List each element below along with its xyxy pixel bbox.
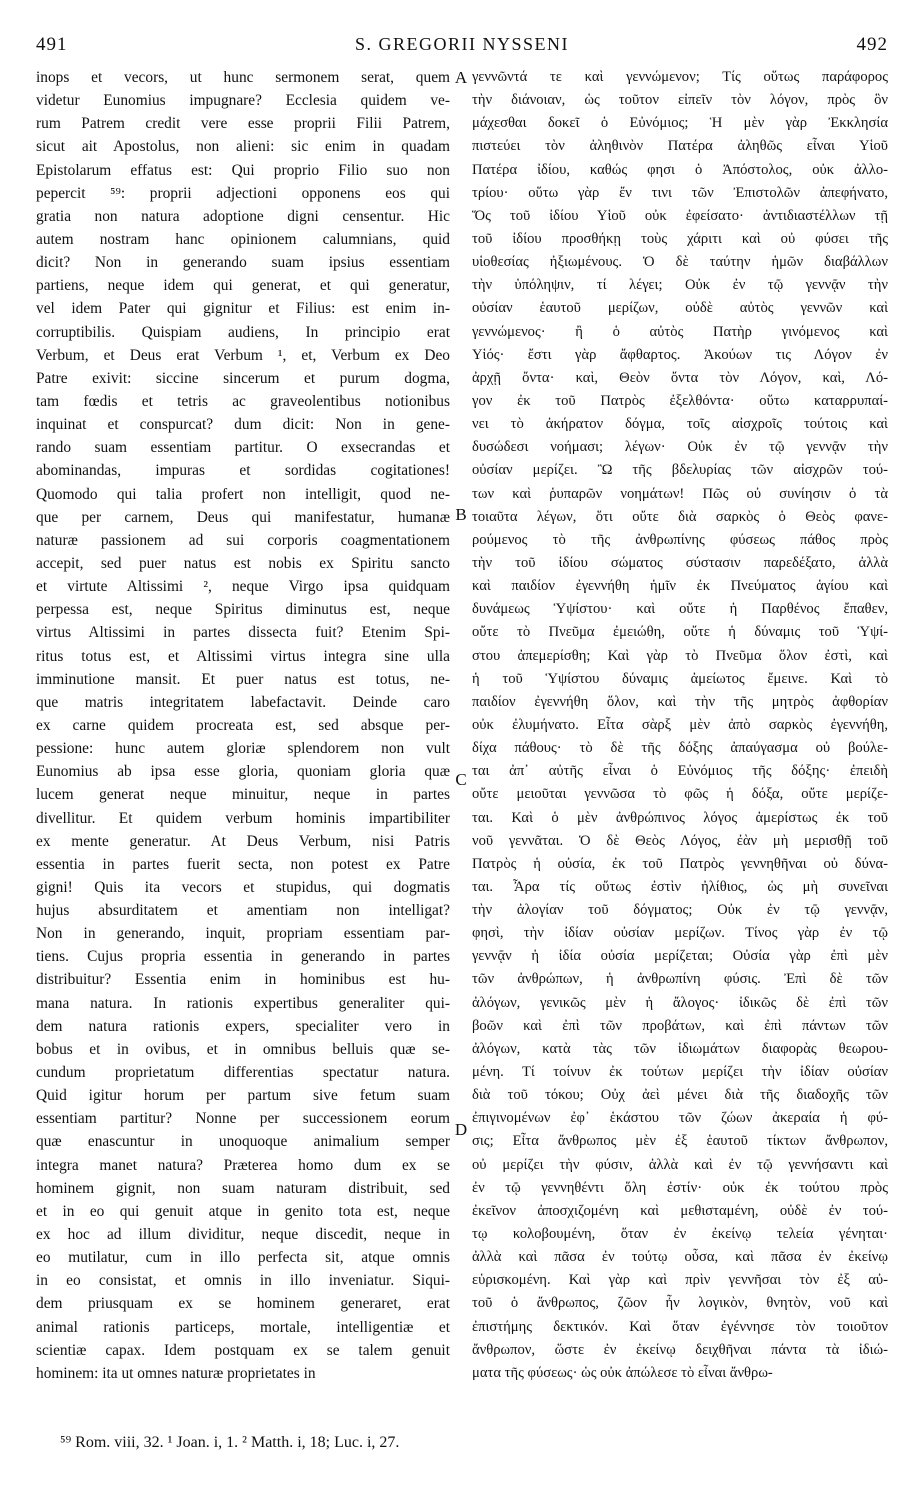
greek-text-line: τὴν ἀλογίαν τοῦ δόγματος; Οὐκ ἐν τῷ γεννᾷν, — [472, 902, 888, 919]
greek-text-line: οὔτε τὸ Πνεῦμα ἐμειώθη, οὔτε ἡ δύναμις τοῦ Ὑψί- — [472, 624, 888, 641]
greek-text-line: ἐπιστήμης δεκτικόν. Καὶ ὅταν ἐγέννησε τὸν τοιοῦτον — [472, 1318, 888, 1335]
greek-text-line: τὴν τοῦ ἰδίου σώματος σύστασιν παρεδέξατο, ἀλλὰ — [472, 554, 888, 571]
greek-text-line: βοῶν καὶ ἐπὶ τῶν προβάτων, καὶ ἐπὶ πάντων τῶν — [472, 1017, 888, 1034]
latin-text-line: perpessa est, neque Spiritus diminutus est, neque — [36, 601, 450, 619]
greek-text-line: των καὶ ῥυπαρῶν νοημάτων! Πῶς οὐ συνίησιν ὁ τὰ — [472, 485, 888, 502]
latin-text-line: ex carne quidem procreata est, sed absque per- — [36, 716, 450, 734]
latin-text-line: inops et vecors, ut hunc sermonem serat, quem — [36, 69, 450, 86]
latin-text-line: mana natura. In rationis expertibus generaliter qui- — [36, 994, 450, 1012]
latin-text-line: ritus totus est, et Altissimi virtus integra sine ulla — [36, 647, 450, 665]
greek-text-line: τοῦ ἰδίου προσθήκῃ τοὺς χάριτι καὶ οὐ φύσει τῆς — [472, 230, 888, 247]
greek-text-line: πιστεύει τὸν ἀληθινὸν Πατέρα ἀληθῶς εἶναι Υἱοῦ — [472, 138, 888, 155]
greek-text-line: Ὅς τοῦ ἰδίου Υἱοῦ οὐκ ἐφείσατο· ἀντιδιαστέλλων τῇ — [472, 207, 888, 224]
greek-text-line: ται. Καὶ ὁ μὲν ἀνθρώπινος λόγος ἀμερίστως ἐκ τοῦ — [472, 809, 888, 826]
latin-text-line: eo mutilatur, cum in illo perfecta sit, atque omnis — [36, 1249, 450, 1267]
greek-text-line: τοῦ ὁ ἄνθρωπος, ζῶον ἦν λογικὸν, θνητὸν, νοῦ καὶ — [472, 1295, 888, 1312]
greek-text-line: παιδίον ἐγεννήθη ὅλον, καὶ τὴν τῆς μητρὸς ἀφθορίαν — [472, 693, 888, 710]
greek-text-line: σις; Εἶτα ἄνθρωπος μὲν ἐξ ἑαυτοῦ τίκτων ἄνθρωπον, — [472, 1133, 888, 1150]
page-number-right: 492 — [856, 34, 888, 55]
latin-text-line: distribuitur? Essentia enim in hominibus est hu- — [36, 971, 450, 989]
latin-text-line: lucem generat neque minuitur, neque in partes — [36, 786, 450, 804]
greek-text-line: καὶ παιδίον ἐγεννήθη ἡμῖν ἐκ Πνεύματος ἁγίου καὶ — [472, 578, 888, 595]
latin-text-line: dem natura rationis expers, specialiter vero in — [36, 1017, 450, 1035]
latin-text-line: naturæ passionem ad sui corporis coagmentationem — [36, 531, 450, 549]
latin-text-line: et virtute Altissimi ², neque Virgo ipsa quidquam — [36, 578, 450, 596]
greek-text-line: οὐκ ἐλυμήνατο. Εἶτα σὰρξ μὲν ἀπὸ σαρκὸς ἐγεννήθη, — [472, 716, 888, 733]
latin-text-line: vel idem Pater qui gignitur et Filius: est enim in- — [36, 300, 450, 318]
latin-text-line: et in eo qui genuit atque in genito tota est, neque — [36, 1202, 450, 1220]
latin-text-line: autem nostram hanc opinionem calumnians, quid — [36, 230, 450, 248]
margin-marker: A — [454, 68, 468, 87]
latin-text-line: Eunomius ab ipsa esse gloria, quoniam gloria quæ — [36, 763, 450, 781]
latin-text-line: videtur Eunomius impugnare? Ecclesia quidem ve- — [36, 92, 450, 110]
greek-text-line: ται. Ἆρα τίς οὕτως ἐστὶν ἠλίθιος, ὡς μὴ συνεῖναι — [472, 878, 888, 895]
latin-text-line: hominem: ita ut omnes naturæ proprietates in — [36, 1364, 316, 1382]
greek-text-line: νει τὸ ἀκήρατον δόγμα, τοῖς αἰσχροῖς τούτοις καὶ — [472, 416, 888, 433]
greek-text-line: τῳ κολοβουμένη, ὅταν ἐν ἐκείνῳ τελεία γένηται· — [472, 1226, 888, 1243]
greek-text-line: δυσώδεσι νοήμασι; λέγων· Οὐκ ἐν τῷ γεννᾷν τὴν — [472, 439, 888, 456]
latin-text-line: rum Patrem credit vere esse proprii Filii Patrem, — [36, 115, 450, 133]
greek-text-line: ἄνθρωπον, ὥστε ἐν ἐκείνῳ δειχθῆναι πάντα τὰ ἰδιώ- — [472, 1341, 888, 1358]
latin-text-line: accepit, sed puer natus est nobis ex Spiritu sancto — [36, 554, 450, 572]
greek-text-line: γεννώμενος· ἢ ὁ αὐτὸς Πατὴρ γινόμενος καὶ — [472, 323, 888, 340]
greek-text-line: Υἱός· ἔστι γὰρ ἄφθαρτος. Ἀκούων τις Λόγον ἐν — [472, 346, 888, 363]
latin-text-line: animal rationis particeps, mortale, intelligentiæ et — [36, 1318, 450, 1336]
greek-text-line: νοῦ γεννᾶται. Ὁ δὲ Θεὸς Λόγος, ἐὰν μὴ μερισθῇ τοῦ — [472, 832, 888, 849]
greek-text-line: στου ἀπεμερίσθη; Καὶ γὰρ τὸ Πνεῦμα ὅλον ἐστὶ, καὶ — [472, 647, 888, 664]
latin-text-line: Verbum, et Deus erat Verbum ¹, et, Verbum ex Deo — [36, 346, 450, 364]
greek-text-line: δίχα πάθους· τὸ δὲ τῆς δόξης ἀπαύγασμα οὐ βούλε- — [472, 740, 888, 757]
latin-text-line: tam fœdis et tetris ac graveolentibus notionibus — [36, 392, 450, 410]
greek-text-line: ται ἀπ᾿ αὐτῆς εἶναι ὁ Εὐνόμιος τῆς δόξης· ἐπειδὴ — [472, 763, 888, 780]
latin-text-line: pessione: hunc autem gloriæ splendorem non vult — [36, 740, 450, 758]
greek-text-line: Πατρὸς ἡ οὐσία, ἐκ τοῦ Πατρὸς γεννηθῆναι οὐ δύνα- — [472, 855, 888, 872]
latin-text-line: Epistolarum effatus est: Qui proprio Filio suo non — [36, 161, 450, 179]
greek-text-line: τῶν ἀνθρώπων, ἡ ἀνθρωπίνη φύσις. Ἐπὶ δὲ τῶν — [472, 971, 888, 988]
latin-text-line: dicit? Non in generando suam ipsius essentiam — [36, 254, 450, 272]
page-number-left: 491 — [36, 34, 68, 55]
greek-text-line: γεννᾷν ἡ ἰδία οὐσία μερίζεται; Οὐσία γὰρ ἐπὶ μὲν — [472, 948, 888, 965]
latin-text-line: que matris integritatem labefactavit. Deinde caro — [36, 693, 450, 711]
greek-text-line: υἱοθεσίας ἠξιωμένους. Ὁ δὲ ταύτην ἡμῶν διαβάλλων — [472, 254, 888, 271]
greek-text-line: τοιαῦτα λέγων, ὅτι οὔτε διὰ σαρκὸς ὁ Θεὸς φανε- — [472, 508, 888, 525]
latin-text-line: scientiæ capax. Idem postquam ex se talem genuit — [36, 1341, 450, 1359]
latin-text-line: in eo consistat, et omnis in illo inveniatur. Siqui- — [36, 1272, 450, 1290]
greek-text-line: γεννῶντά τε καὶ γεννώμενον; Τίς οὕτως παράφορος — [472, 69, 888, 85]
greek-column — [472, 66, 888, 1385]
latin-text-line: virtus Altissimi in partes dissecta fuit? Etenim Spi- — [36, 624, 450, 642]
running-header — [36, 34, 888, 60]
latin-text-line: divellitur. Et quidem verbum hominis impartibiliter — [36, 809, 450, 827]
greek-text-line: τρίου· οὕτω γὰρ ἔν τινι τῶν Ἐπιστολῶν ἀπεφήνατο, — [472, 184, 888, 201]
greek-text-line: ἀλόγων, γενικῶς μὲν ἡ ἄλογος· ἰδικῶς δὲ ἐπὶ τῶν — [472, 994, 888, 1011]
latin-text-line: essentiam partitur? Nonne per successionem eorum — [36, 1110, 450, 1128]
latin-text-line: ex mente generatur. At Deus Verbum, nisi Patris — [36, 832, 450, 850]
latin-text-line: pepercit ⁵⁹: proprii adjectioni opponens eos qui — [36, 184, 450, 202]
greek-text-line: οὐσίαν μερίζει. Ὢ τῆς βδελυρίας τῶν αἰσχρῶν τού- — [472, 462, 888, 479]
margin-marker: C — [455, 770, 467, 789]
greek-text-line: δυνάμεως Ὑψίστου· καὶ οὔτε ἡ Παρθένος ἔπαθεν, — [472, 601, 888, 618]
latin-text-line: Quomodo qui talia profert non intelligit, quod ne- — [36, 485, 450, 503]
latin-text-line: que per carnem, Deus qui manifestatur, humanæ — [36, 508, 450, 526]
latin-text-line: essentia in partes fuerit secta, non potest ex Patre — [36, 855, 450, 873]
latin-text-line: integra manet natura? Præterea homo dum ex se — [36, 1156, 450, 1174]
greek-text-line: ἡ τοῦ Ὑψίστου δύναμις ἀμείωτος ἔμεινε. Καὶ τὸ — [472, 670, 888, 687]
latin-text-line: dem priusquam ex se hominem generaret, erat — [36, 1295, 450, 1313]
latin-text-line: bobus et in ovibus, et in omnibus belluis quæ se- — [36, 1040, 450, 1058]
running-title: S. GREGORII NYSSENI — [354, 34, 569, 54]
greek-text-line: οὐσίαν ἑαυτοῦ μερίζων, οὐδὲ αὐτὸς γεννῶν καὶ — [472, 300, 888, 317]
latin-text-line: gratia non natura adoptione digni censentur. Hic — [36, 207, 450, 225]
latin-text-line: rando suam essentiam partitur. O exsecrandas et — [36, 439, 450, 457]
greek-text-line: μένη. Τί τοίνυν ἐκ τούτων μερίζει τὴν ἰδίαν οὐσίαν — [472, 1064, 888, 1081]
greek-text-line: διὰ τοῦ τόκου; Οὐχ ἀεὶ μένει διὰ τῆς διαδοχῆς τῶν — [472, 1087, 888, 1104]
latin-text-line: cundum proprietatum differentias spectatur natura. — [36, 1064, 450, 1082]
latin-text-line: tiens. Cujus propria essentia in generando in partes — [36, 948, 450, 966]
greek-text-line: γον ἐκ τοῦ Πατρὸς ἐξελθόντα· οὕτω καταρρυπαί- — [472, 392, 888, 409]
latin-text-line: Quid igitur horum per partum sive fetum suam — [36, 1087, 450, 1105]
latin-text-line: inquinat et conspurcat? dum dicit: Non in gene- — [36, 416, 450, 434]
latin-text-line: quæ enascuntur in unoquoque animalium semper — [36, 1133, 450, 1151]
greek-text-line: οὐ μερίζει τὴν φύσιν, ἀλλὰ καὶ ἐν τῷ γεννήσαντι καὶ — [472, 1156, 888, 1173]
margin-marker: B — [455, 505, 467, 524]
greek-text-line: τὴν διάνοιαν, ὡς τοῦτον εἰπεῖν τὸν λόγον, πρὸς ὃν — [472, 92, 888, 109]
greek-text-line: οὔτε μειοῦται γεννῶσα τὸ φῶς ἡ δόξα, οὔτε μερίζε- — [472, 786, 888, 803]
latin-text-line: corruptibilis. Quispiam audiens, In principio erat — [36, 323, 450, 341]
latin-text-line: hujus absurditatem et amentiam non intelligat? — [36, 902, 450, 920]
greek-text-line: ματα τῆς φύσεως· ὡς οὐκ ἀπώλεσε τὸ εἶναι ἄνθρω- — [472, 1364, 773, 1381]
greek-text-line: ἀρχῇ ὄντα· καὶ, Θεὸν ὄντα τὸν Λόγον, καὶ, Λό- — [472, 369, 888, 386]
latin-text-line: gigni! Quis ita vecors et stupidus, qui dogmatis — [36, 878, 450, 896]
latin-text-line: Patre exivit: siccine sincerum et purum dogma, — [36, 369, 450, 387]
latin-text-line: sicut ait Apostolus, non alieni: sic enim in quadam — [36, 138, 450, 156]
greek-text-line: ἐπιγινομένων ἐφ᾿ ἑκάστου τῶν ζώων ἀκεραία ἡ φύ- — [472, 1110, 888, 1127]
greek-text-line: ἐκεῖνον ἀποσχιζομένη καὶ μεθισταμένη, οὐδὲ ἐν τού- — [472, 1202, 888, 1219]
greek-text-line: τὴν ὑπόληψιν, τί λέγει; Οὐκ ἐν τῷ γεννᾷν τὴν — [472, 277, 888, 294]
latin-text-line: partiens, neque idem qui generat, et qui generatur, — [36, 277, 450, 295]
latin-text-line: ex hoc ad illum dividitur, neque discedit, neque in — [36, 1226, 450, 1244]
latin-text-line: abominandas, impuras et sordidas cogitationes! — [36, 462, 450, 480]
greek-text-line: ἀλλὰ καὶ πᾶσα ἐν τούτῳ οὖσα, καὶ πᾶσα ἐν ἐκείνῳ — [472, 1249, 888, 1266]
latin-text-line: hominem gignit, non suam naturam distribuit, sed — [36, 1179, 450, 1197]
greek-text-line: ρούμενος τὸ τῆς ἀνθρωπίνης φύσεως πάθος πρὸς — [472, 531, 888, 548]
greek-text-line: ἐν τῷ γεννηθέντι ὅλη ἐστίν· οὐκ ἐκ τούτου πρὸς — [472, 1179, 888, 1196]
greek-text-line: Πατέρα ἰδίου, καθώς φησι ὁ Ἀπόστολος, οὐκ ἀλλο- — [472, 161, 888, 178]
greek-text-line: ἀλόγων, κατὰ τὰς τῶν ἰδιωμάτων διαφορὰς θεωρου- — [472, 1040, 888, 1057]
margin-marker: D — [454, 1120, 468, 1139]
greek-text-line: μάχεσθαι δοκεῖ ὁ Εὐνόμιος; Ἡ μὲν γὰρ Ἐκκλησία — [472, 115, 888, 132]
latin-text-line: imminutione mansit. Et puer natus est totus, ne- — [36, 670, 450, 688]
footnotes: ⁵⁹ Rom. viii, 32. ¹ Joan. i, 1. ² Matth. i, 18; Luc. i, 27. — [60, 1434, 400, 1451]
latin-text-line: Non in generando, inquit, propriam essentiam par- — [36, 925, 450, 943]
greek-text-line: εὑρισκομένη. Καὶ γὰρ καὶ πρὶν γεννῆσαι τὸν ἐξ αὐ- — [472, 1272, 888, 1289]
latin-column — [36, 66, 450, 1385]
greek-text-line: φησὶ, τὴν ἰδίαν οὐσίαν μερίζων. Τίνος γὰρ ἐν τῷ — [472, 925, 888, 942]
